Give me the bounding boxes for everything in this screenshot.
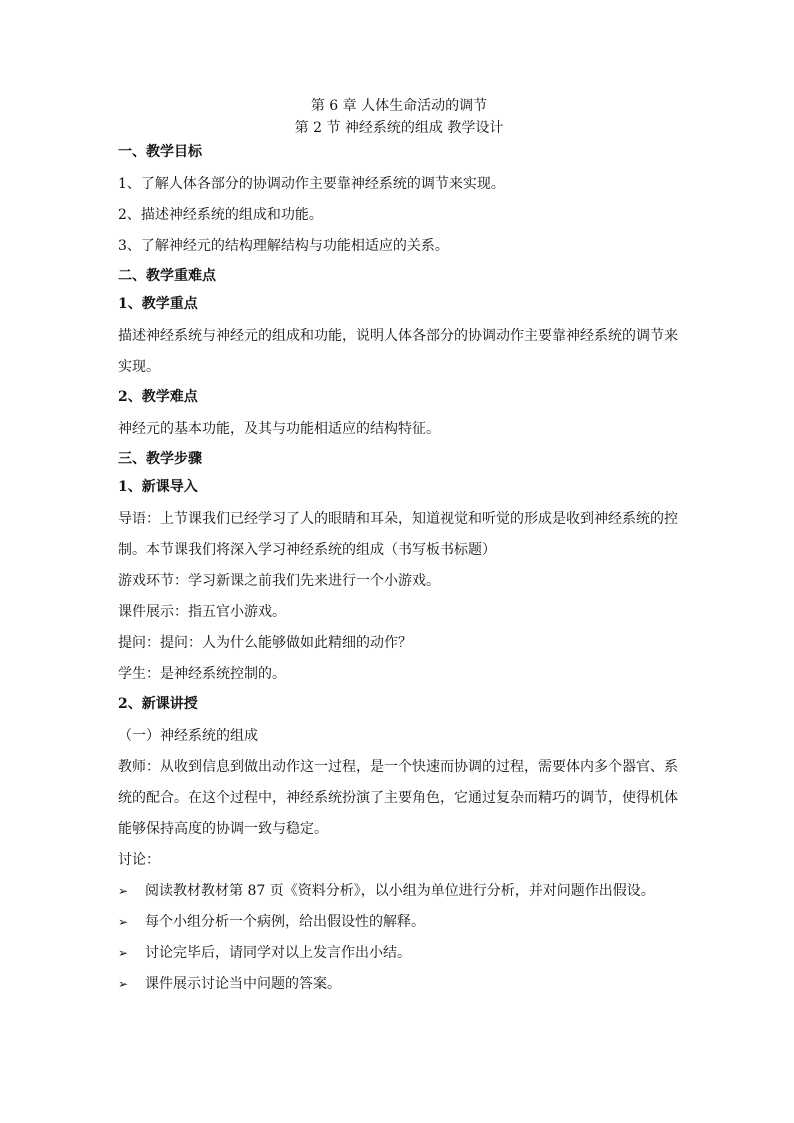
- question-text: 提问：提问：人为什么能够做如此精细的动作？: [118, 635, 412, 651]
- chapter-title: 第 6 章 人体生命活动的调节: [310, 98, 488, 114]
- document-body: [118, 95, 680, 1000]
- subheading-new-lesson: 2、新课讲授: [118, 696, 198, 712]
- discussion-list: [118, 876, 680, 1000]
- heading-teaching-goals: 一、教学目标: [118, 144, 202, 160]
- section-title: 第 2 节 神经系统的组成 教学设计: [294, 120, 504, 136]
- list-item: [118, 938, 680, 969]
- subheading-difficult-point: 2、教学难点: [118, 389, 198, 405]
- list-item: [118, 907, 680, 938]
- goal-item: 2、描述神经系统的组成和功能。: [118, 207, 323, 223]
- goal-item: 1、了解人体各部分的协调动作主要靠神经系统的调节来实现。: [118, 176, 505, 192]
- part-one-title: （一）神经系统的组成: [118, 728, 258, 744]
- heading-key-points: 二、教学重难点: [118, 268, 216, 284]
- student-text: 学生：是神经系统控制的。: [118, 666, 286, 682]
- list-item-text: 讨论完毕后，请同学对以上发言作出小结。: [145, 945, 411, 961]
- intro-text: 导语：上节课我们已经学习了人的眼睛和耳朵，知道视觉和听觉的形成是收到神经系统的控制。本节课我们将深入学习神经系统的组成（书写板书标题）: [118, 511, 678, 558]
- list-item-text: 课件展示讨论当中问题的答案。: [145, 976, 341, 992]
- teacher-text: 教师：从收到信息到做出动作这一过程，是一个快速而协调的过程，需要体内多个器官、系统的配合。在这个过程中，神经系统扮演了主要角色，它通过复杂而精巧的调节，使得机体能够保持高度的协调一致与稳定。: [118, 759, 678, 837]
- goal-item: 3、了解神经元的结构理解结构与功能相适应的关系。: [118, 238, 449, 254]
- list-item: [118, 876, 680, 907]
- list-item-text: 阅读教材教材第 87 页《资料分析》，以小组为单位进行分析，并对问题作出假设。: [145, 883, 655, 899]
- list-item: [118, 969, 680, 1000]
- list-item-text: 每个小组分析一个病例，给出假设性的解释。: [145, 914, 425, 930]
- arrow-bullet-icon: ➢: [118, 977, 129, 991]
- subheading-key-point: 1、教学重点: [118, 296, 198, 312]
- subheading-introduction: 1、新课导入: [118, 479, 198, 495]
- key-point-text: 描述神经系统与神经元的组成和功能，说明人体各部分的协调动作主要靠神经系统的调节来实现。: [118, 328, 678, 375]
- arrow-bullet-icon: ➢: [118, 884, 129, 898]
- game-text: 游戏环节：学习新课之前我们先来进行一个小游戏。: [118, 573, 440, 589]
- arrow-bullet-icon: ➢: [118, 946, 129, 960]
- arrow-bullet-icon: ➢: [118, 915, 129, 929]
- show-text: 课件展示：指五官小游戏。: [118, 604, 286, 620]
- difficult-point-text: 神经元的基本功能，及其与功能相适应的结构特征。: [118, 421, 440, 437]
- heading-teaching-steps: 三、教学步骤: [118, 451, 202, 467]
- discuss-label: 讨论：: [118, 852, 160, 868]
